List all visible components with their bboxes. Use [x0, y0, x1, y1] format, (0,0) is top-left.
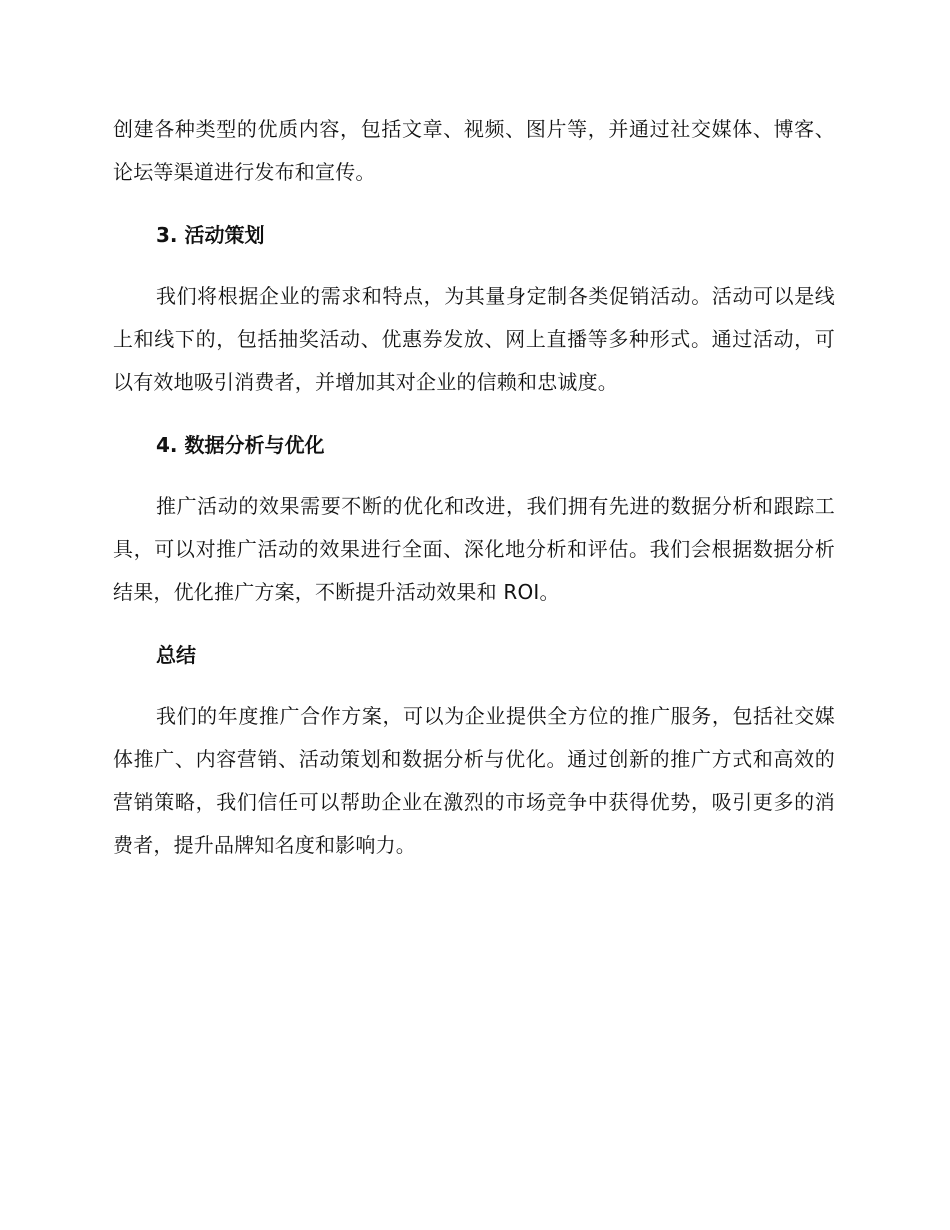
document-body — [113, 108, 835, 867]
spacer — [113, 194, 835, 214]
intro-paragraph: 创建各种类型的优质内容，包括文章、视频、图片等，并通过社交媒体、博客、论坛等渠道进行发布和宣传。 — [113, 117, 835, 184]
section-paragraph-data-analysis: 推广活动的效果需要不断的优化和改进，我们拥有先进的数据分析和跟踪工具，可以对推广活动的效果进行全面、深化地分析和评估。我们会根据数据分析结果，优化推广方案，不断提升活动效果和 ROI。 — [113, 494, 835, 604]
section-paragraph-summary: 我们的年度推广合作方案，可以为企业提供全方位的推广服务，包括社交媒体推广、内容营销、活动策划和数据分析与优化。通过创新的推广方式和高效的营销策略，我们信任可以帮助企业在激烈的市场竞争中获得优势，吸引更多的消费者，提升品牌知名度和影响力。 — [113, 704, 835, 857]
section-heading-summary: 总结 — [156, 643, 196, 667]
spacer — [113, 614, 835, 634]
section-heading-activity-planning: 3. 活动策划 — [156, 223, 265, 247]
spacer — [113, 404, 835, 424]
section-paragraph-activity-planning: 我们将根据企业的需求和特点，为其量身定制各类促销活动。活动可以是线上和线下的，包括抽奖活动、优惠券发放、网上直播等多种形式。通过活动，可以有效地吸引消费者，并增加其对企业的信赖和忠诚度。 — [113, 284, 835, 394]
spacer — [113, 257, 835, 275]
section-heading-data-analysis: 4. 数据分析与优化 — [156, 433, 325, 457]
spacer — [113, 677, 835, 695]
spacer — [113, 467, 835, 485]
